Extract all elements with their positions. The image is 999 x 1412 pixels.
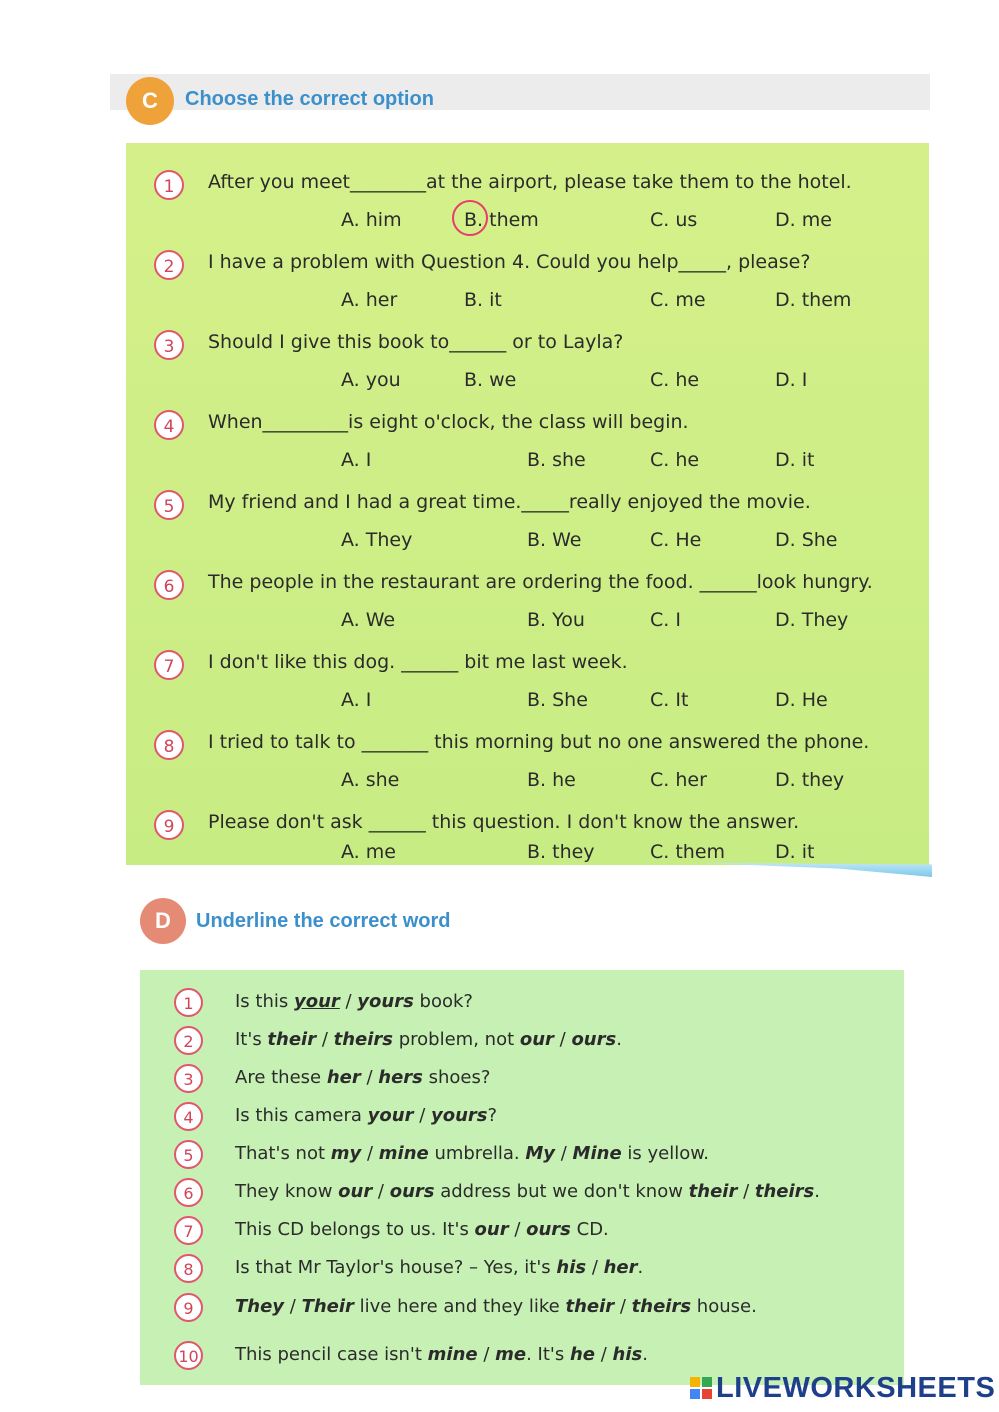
exercise-item-6 <box>140 1175 904 1213</box>
item-number: 5 <box>174 1140 203 1169</box>
question-number: 6 <box>154 570 184 600</box>
word-choice[interactable]: mine <box>427 1344 478 1365</box>
option-d[interactable]: D. She <box>775 529 838 551</box>
word-choice[interactable]: My <box>525 1143 556 1164</box>
brand-mark-icon <box>690 1377 712 1399</box>
selected-answer-circle <box>452 200 488 236</box>
option-b[interactable]: B. it <box>464 289 502 311</box>
question-2 <box>126 233 929 313</box>
exercise-item-5 <box>140 1137 904 1175</box>
item-number: 6 <box>174 1178 203 1207</box>
word-choice[interactable]: my <box>330 1143 362 1164</box>
option-b[interactable]: B. She <box>527 689 588 711</box>
option-a[interactable]: A. I <box>341 449 372 471</box>
word-choice[interactable]: theirs <box>631 1296 692 1317</box>
item-sentence: It's their / theirs problem, not our / ours. <box>235 1029 622 1050</box>
option-d[interactable]: D. I <box>775 369 808 391</box>
item-number: 1 <box>174 988 203 1017</box>
item-sentence: They / Their live here and they like their / theirs house. <box>235 1296 757 1317</box>
question-number: 3 <box>154 330 184 360</box>
section-d-title: Underline the correct word <box>196 910 451 932</box>
option-a[interactable]: A. I <box>341 689 372 711</box>
word-choice[interactable]: their <box>267 1029 317 1050</box>
word-choice[interactable]: her <box>326 1067 361 1088</box>
section-d-box <box>140 970 904 1385</box>
word-choice[interactable]: mine <box>378 1143 429 1164</box>
question-7 <box>126 633 929 713</box>
section-c-title: Choose the correct option <box>185 88 434 110</box>
item-sentence: This CD belongs to us. It's our / ours CD. <box>235 1219 609 1240</box>
liveworksheets-logo: LIVEWORKSHEETS <box>690 1372 995 1405</box>
section-d-badge: D <box>140 898 186 944</box>
question-number: 1 <box>154 170 184 200</box>
item-number: 3 <box>174 1064 203 1093</box>
item-number: 8 <box>174 1254 203 1283</box>
option-c[interactable]: C. me <box>650 289 706 311</box>
word-choice[interactable]: our <box>519 1029 554 1050</box>
item-sentence: That's not my / mine umbrella. My / Mine is yellow. <box>235 1143 710 1164</box>
item-sentence: They know our / ours address but we don't know their / theirs. <box>235 1181 820 1202</box>
option-d[interactable]: D. me <box>775 209 832 231</box>
option-d[interactable]: D. it <box>775 841 815 863</box>
word-choice[interactable]: our <box>474 1219 509 1240</box>
exercise-item-3 <box>140 1061 904 1099</box>
item-sentence: Is this camera your / yours? <box>235 1105 498 1126</box>
exercise-item-4 <box>140 1099 904 1137</box>
option-c[interactable]: C. her <box>650 769 707 791</box>
option-a[interactable]: A. me <box>341 841 396 863</box>
word-choice[interactable]: theirs <box>333 1029 394 1050</box>
word-choice[interactable]: yours <box>357 991 414 1012</box>
word-choice[interactable]: ours <box>389 1181 435 1202</box>
question-text: After you meet________at the airport, please take them to the hotel. <box>208 171 852 193</box>
option-c[interactable]: C. It <box>650 689 689 711</box>
question-text: I tried to talk to _______ this morning but no one answered the phone. <box>208 731 870 753</box>
word-choice[interactable]: theirs <box>754 1181 815 1202</box>
item-number: 4 <box>174 1102 203 1131</box>
exercise-item-7 <box>140 1213 904 1251</box>
question-6 <box>126 553 929 633</box>
item-sentence: Is this your / yours book? <box>235 991 473 1012</box>
option-d[interactable]: D. they <box>775 769 845 791</box>
word-choice[interactable]: hers <box>378 1067 423 1088</box>
question-5 <box>126 473 929 553</box>
question-text: I have a problem with Question 4. Could you help_____, please? <box>208 251 811 273</box>
option-c[interactable]: C. them <box>650 841 726 863</box>
option-a[interactable]: A. They <box>341 529 413 551</box>
item-sentence: Are these her / hers shoes? <box>235 1067 491 1088</box>
question-text: I don't like this dog. ______ bit me last week. <box>208 651 628 673</box>
question-text: My friend and I had a great time._____really enjoyed the movie. <box>208 491 811 513</box>
question-number: 5 <box>154 490 184 520</box>
word-choice[interactable]: Their <box>301 1296 354 1317</box>
item-sentence: Is that Mr Taylor's house? – Yes, it's his / her. <box>235 1257 644 1278</box>
word-choice[interactable]: your <box>367 1105 414 1126</box>
word-choice[interactable]: me <box>495 1344 527 1365</box>
item-number: 10 <box>174 1341 203 1370</box>
option-b[interactable]: B. they <box>527 841 595 863</box>
option-a[interactable]: A. she <box>341 769 400 791</box>
option-b[interactable]: B. We <box>527 529 582 551</box>
question-3 <box>126 313 929 393</box>
word-choice[interactable]: their <box>565 1296 615 1317</box>
item-number: 2 <box>174 1026 203 1055</box>
question-1 <box>126 153 929 233</box>
option-a[interactable]: A. her <box>341 289 398 311</box>
section-c-box <box>126 143 929 865</box>
question-text: The people in the restaurant are ordering the food. ______look hungry. <box>208 571 873 593</box>
word-choice[interactable]: their <box>688 1181 738 1202</box>
question-number: 2 <box>154 250 184 280</box>
question-4 <box>126 393 929 473</box>
word-choice[interactable]: your <box>293 991 340 1012</box>
exercise-item-9 <box>140 1290 904 1328</box>
question-text: Please don't ask ______ this question. I don't know the answer. <box>208 811 800 833</box>
option-c[interactable]: C. he <box>650 369 700 391</box>
word-choice[interactable]: he <box>569 1344 595 1365</box>
question-8 <box>126 713 929 793</box>
item-number: 9 <box>174 1293 203 1322</box>
option-b[interactable]: B. them <box>464 209 539 231</box>
option-b[interactable]: B. we <box>464 369 517 391</box>
question-number: 8 <box>154 730 184 760</box>
option-d[interactable]: D. them <box>775 289 852 311</box>
option-c[interactable]: C. I <box>650 609 681 631</box>
question-text: Should I give this book to______ or to Layla? <box>208 331 624 353</box>
option-c[interactable]: C. us <box>650 209 698 231</box>
word-choice[interactable]: They <box>235 1296 285 1317</box>
exercise-item-8 <box>140 1251 904 1289</box>
option-d[interactable]: D. He <box>775 689 828 711</box>
option-a[interactable]: A. you <box>341 369 401 391</box>
question-number: 4 <box>154 410 184 440</box>
option-b[interactable]: B. You <box>527 609 585 631</box>
question-text: When_________is eight o'clock, the class will begin. <box>208 411 689 433</box>
word-choice[interactable]: her <box>603 1257 638 1278</box>
item-number: 7 <box>174 1216 203 1245</box>
word-choice[interactable]: yours <box>430 1105 488 1126</box>
item-sentence: This pencil case isn't mine / me. It's he / his. <box>235 1344 648 1365</box>
word-choice[interactable]: ours <box>526 1219 571 1240</box>
option-c[interactable]: C. He <box>650 529 702 551</box>
exercise-item-2 <box>140 1023 904 1061</box>
option-d[interactable]: D. it <box>775 449 815 471</box>
word-choice[interactable]: his <box>556 1257 587 1278</box>
option-d[interactable]: D. They <box>775 609 849 631</box>
word-choice[interactable]: ours <box>571 1029 617 1050</box>
word-choice[interactable]: his <box>612 1344 643 1365</box>
question-number: 7 <box>154 650 184 680</box>
option-a[interactable]: A. We <box>341 609 396 631</box>
option-c[interactable]: C. he <box>650 449 700 471</box>
word-choice[interactable]: our <box>338 1181 373 1202</box>
option-a[interactable]: A. him <box>341 209 402 231</box>
option-b[interactable]: B. he <box>527 769 576 791</box>
exercise-item-1 <box>140 985 904 1023</box>
question-9 <box>126 793 929 873</box>
exercise-item-10 <box>140 1338 904 1376</box>
option-b[interactable]: B. she <box>527 449 586 471</box>
section-c-badge: C <box>126 77 174 125</box>
word-choice[interactable]: Mine <box>572 1143 622 1164</box>
question-number: 9 <box>154 810 184 840</box>
